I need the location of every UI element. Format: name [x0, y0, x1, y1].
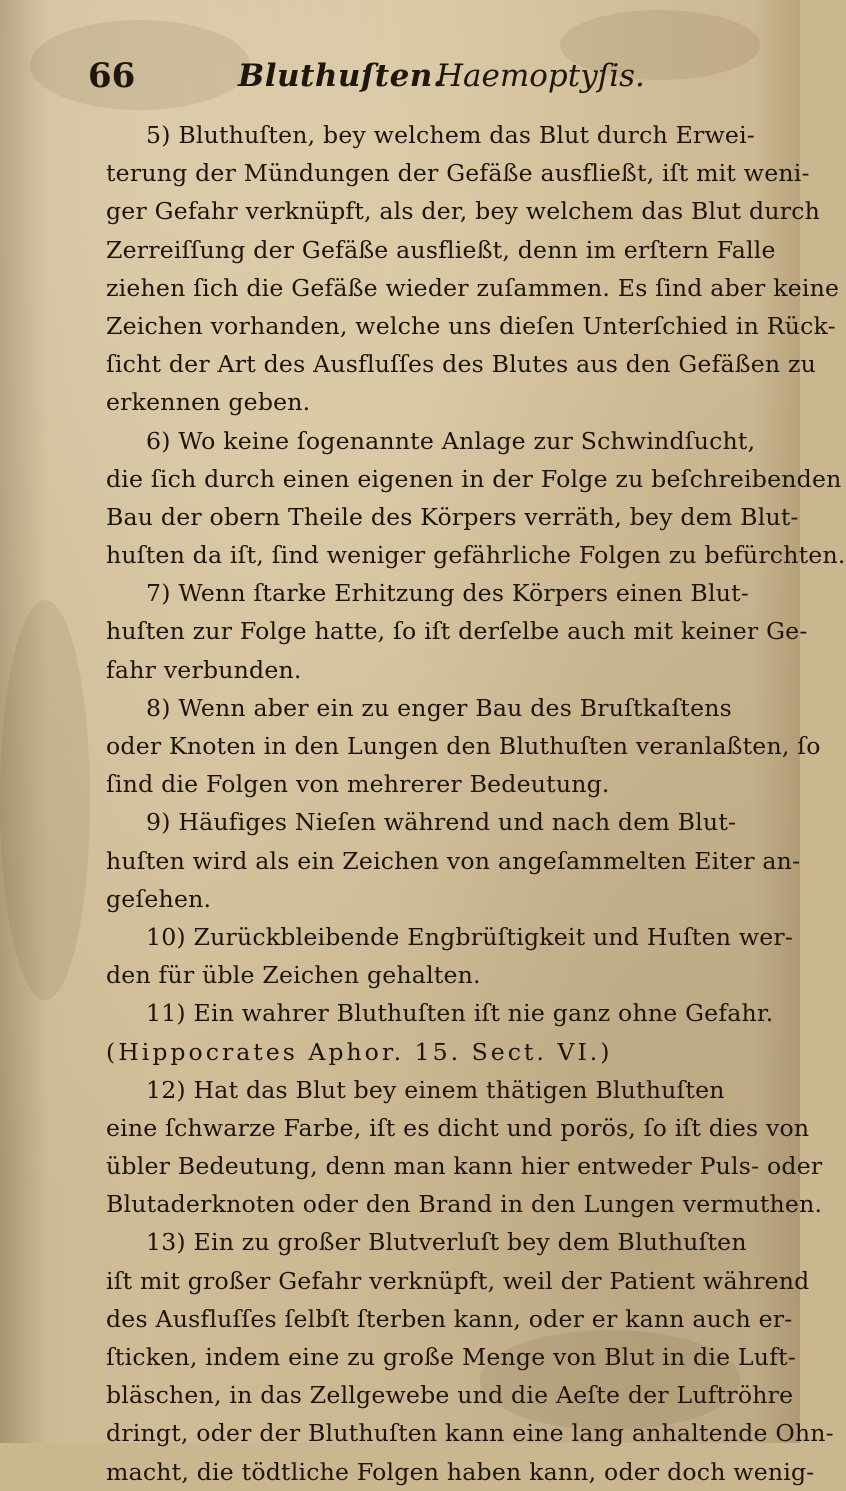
text-line: 5) Bluthuſten, bey welchem das Blut durch Erwei- [146, 121, 755, 149]
text-line: ſicht der Art des Ausfluſſes des Blutes aus den Gefäßen zu [106, 350, 817, 379]
text-line: Bau der obern Theile des Körpers verräth, bey dem Blut- [106, 502, 799, 531]
text-line: des Ausfluſſes ſelbſt ſterben kann, oder er kann auch er- [106, 1304, 793, 1333]
text-line: die ſich durch einen eigenen in der Folge zu beſchreibenden [106, 464, 842, 493]
text-line: huſten da iſt, ſind weniger gefährliche Folgen zu befürchten. [106, 541, 846, 570]
text-line: macht, die tödtliche Folgen haben kann, oder doch wenig- [106, 1457, 815, 1486]
text-line: den für üble Zeichen gehalten. [106, 961, 481, 990]
text-line: (Hippocrates Aphor. 15. Sect. VI.) [106, 1037, 613, 1066]
body-text [106, 116, 846, 1491]
running-title: Bluthuſten. [238, 58, 445, 94]
text-line: Blutaderknoten oder den Brand in den Lungen vermuthen. [106, 1190, 823, 1219]
text-line: Zerreiſſung der Gefäße ausfließt, denn im erſtern Falle [106, 235, 776, 264]
text-line: dringt, oder der Bluthuſten kann eine lang anhaltende Ohn- [106, 1419, 834, 1448]
text-line: 8) Wenn aber ein zu enger Bau des Bruſtkaſtens [146, 693, 732, 722]
text-line: huſten wird als ein Zeichen von angeſammelten Eiter an- [106, 846, 801, 875]
text-line: 6) Wo keine ſogenannte Anlage zur Schwindſucht, [146, 426, 756, 455]
text-line: Zeichen vorhanden, welche uns dieſen Unterſchied in Rück- [106, 311, 836, 340]
text-line: 9) Häufiges Nieſen während und nach dem Blut- [146, 808, 737, 837]
page-number: 66 [88, 56, 136, 96]
text-line: ſticken, indem eine zu große Menge von Blut in die Luft- [106, 1343, 796, 1371]
paper-stain [0, 600, 90, 1000]
text-line: ziehen ſich die Gefäße wieder zuſammen. Es ſind aber keine [106, 273, 840, 302]
page-header [88, 52, 708, 102]
text-line: eine ſchwarze Farbe, iſt es dicht und porös, ſo iſt dies von [106, 1113, 810, 1142]
text-line: 7) Wenn ſtarke Erhitzung des Körpers einen Blut- [146, 579, 749, 608]
text-line: bläschen, in das Zellgewebe und die Aeſte der Luftröhre [106, 1381, 794, 1410]
text-line: erkennen geben. [106, 388, 311, 417]
text-line: geſehen. [106, 884, 212, 913]
text-line: ger Gefahr verknüpft, als der, bey welchem das Blut durch [106, 197, 821, 226]
text-line: iſt mit großer Gefahr verknüpft, weil der Patient während [106, 1266, 810, 1295]
text-line: fahr verbunden. [106, 655, 302, 684]
running-title-latin: Haemoptyſis. [436, 58, 645, 94]
text-line: huſten zur Folge hatte, ſo iſt derſelbe auch mit keiner Ge- [106, 617, 808, 646]
text-line: 11) Ein wahrer Bluthuſten iſt nie ganz ohne Gefahr. [146, 999, 774, 1028]
text-line: 10) Zurückbleibende Engbrüſtigkeit und Huſten wer- [146, 922, 794, 951]
text-line: übler Bedeutung, denn man kann hier entweder Puls- oder [106, 1152, 823, 1181]
text-line: oder Knoten in den Lungen den Bluthuſten veranlaßten, ſo [106, 732, 821, 760]
text-line: ſind die Folgen von mehrerer Bedeutung. [106, 770, 610, 799]
text-line: terung der Mündungen der Gefäße ausfließt, iſt mit weni- [106, 159, 810, 188]
text-line: 12) Hat das Blut bey einem thätigen Bluthuſten [146, 1075, 725, 1104]
text-line: 13) Ein zu großer Blutverluſt bey dem Bluthuſten [146, 1228, 747, 1257]
